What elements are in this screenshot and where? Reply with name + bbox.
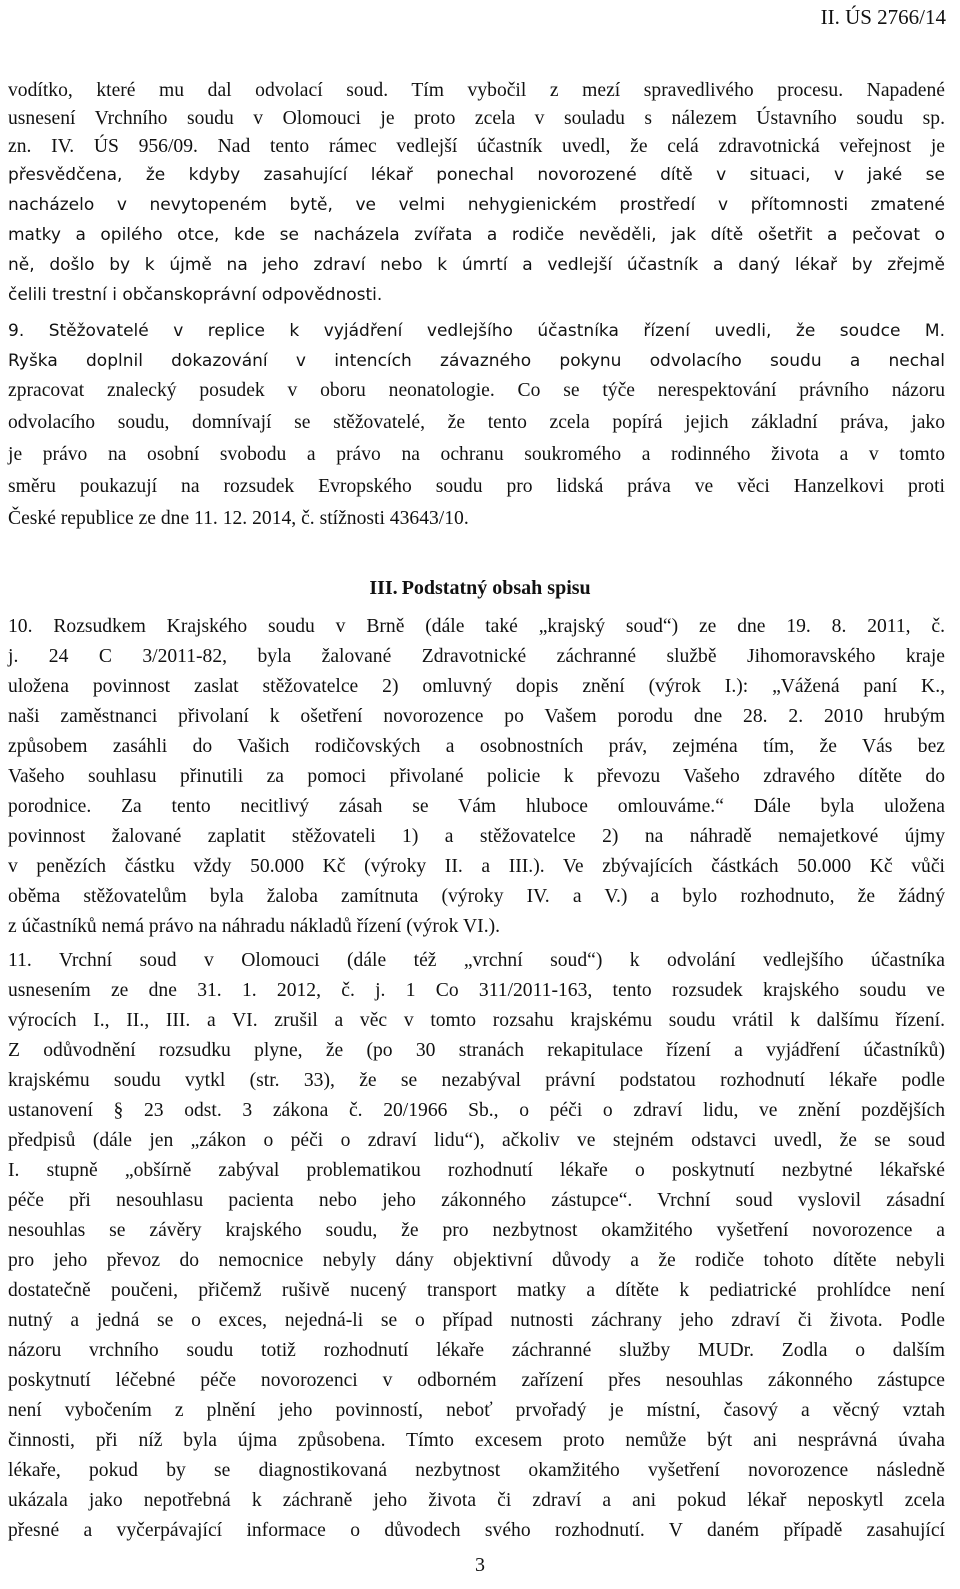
- text-line: přesné a vyčerpávající informace o důvodech svého rozhodnutí. V daném případě zasahující: [8, 1520, 945, 1541]
- text-line: [8, 160, 945, 190]
- paragraph-10-line: 10. Rozsudkem Krajského soudu v Brně (dále také „krajský soud“) ze dne 19. 8. 2011, č.: [8, 616, 945, 637]
- text-line: České republice ze dne 11. 12. 2014, č. stížnosti 43643/10.: [8, 508, 469, 529]
- text-line: [8, 346, 945, 376]
- text-line: odvolacího soudu, domnívají se stěžovatelé, že tento zcela popírá jejich základní práva, jako: [8, 412, 945, 433]
- section-title: Podstatný obsah spisu: [401, 577, 591, 599]
- text-line: [8, 280, 945, 310]
- text-line: naši zaměstnanci přivolaní k ošetření novorozence po Vašem porodu dne 28. 2. 2010 hrubým: [8, 706, 945, 727]
- text-span: nacházelo v nevytopeném bytě, ve velmi nehygienickém prostředí v přítomnosti zmatené: [8, 195, 945, 215]
- text-line: názoru vrchního soudu totiž rozhodnutí lékaře záchranné služby MUDr. Zodla o dalším: [8, 1340, 945, 1361]
- text-line: zn. IV. ÚS 956/09. Nad tento rámec vedlejší účastník uvedl, že celá zdravotnická veřejnost je: [8, 136, 945, 157]
- text-line: I. stupně „obšírně zabýval problematikou rozhodnutí lékaře o poskytnutí nezbytné lékařské: [8, 1160, 945, 1181]
- text-line: nutný a jedná se o exces, nejedná-li se o případ nutnosti záchrany jeho zdraví či života. Podle: [8, 1310, 945, 1331]
- section-heading: [0, 574, 960, 602]
- text-line: výrocích I., II., III. a VI. zrušil a věc v tomto rozsahu krajskému soudu vrátil k dalšímu řízení.: [8, 1010, 945, 1031]
- text-line: poskytnutí léčebné péče novorozenci v odborném zařízení přes nesouhlas zákonného zástupce: [8, 1370, 945, 1391]
- text-span: 9. Stěžovatelé v replice k vyjádření vedlejšího účastníka řízení uvedli, že soudce M.: [8, 321, 945, 341]
- text-line: z účastníků nemá právo na náhradu nákladů řízení (výrok VI.).: [8, 916, 501, 937]
- text-line: činnosti, při níž byla újma způsobena. Tímto excesem proto nemůže být ani nesprávná úvaha: [8, 1430, 945, 1451]
- text-line: povinnost žalované zaplatit stěžovateli 1) a stěžovatelce 2) na náhradě nemajetkové újmy: [8, 826, 945, 847]
- text-line: nesouhlas se závěry krajského soudu, že pro nezbytnost okamžitého vyšetření novorozence a: [8, 1220, 945, 1241]
- text-line: j. 24 C 3/2011-82, byla žalované Zdravotnické záchranné službě Jihomoravského kraje: [8, 646, 945, 667]
- text-line: není vybočením z plnění jeho povinností, neboť prvořadý je místní, časový a věcný vztah: [8, 1400, 945, 1421]
- text-line: předpisů (dále jen „zákon o péči o zdraví lidu“), ačkoliv ve stejném odstavci uvedl, že se soud: [8, 1130, 945, 1151]
- text-span: Ryška doplnil dokazování v intencích závazného pokynu odvolacího soudu a nechal: [8, 351, 945, 371]
- text-line: ustanovení § 23 odst. 3 zákona č. 20/1966 Sb., o péči o zdraví lidu, ve znění pozdějších: [8, 1100, 945, 1121]
- text-line: je právo na osobní svobodu a právo na ochranu soukromého a rodinného života a v tomto: [8, 444, 945, 465]
- text-line: usnesení Vrchního soudu v Olomouci je proto zcela v souladu s nálezem Ústavního soudu sp.: [8, 108, 945, 129]
- text-line: směru poukazují na rozsudek Evropského soudu pro lidská práva ve věci Hanzelkovi proti: [8, 476, 945, 497]
- paragraph-9-line: [8, 316, 945, 346]
- text-line: ukázala jako nepotřebná k záchraně jeho života či zdraví a ani pokud lékař neposkytl zcela: [8, 1490, 945, 1511]
- text-line: [8, 250, 945, 280]
- text-line: Z odůvodnění rozsudku plyne, že (po 30 stranách rekapitulace řízení a vyjádření účastníků): [8, 1040, 945, 1061]
- text-line: péče při nesouhlasu pacienta nebo jeho zákonného zástupce“. Vrchní soud vyslovil zásadní: [8, 1190, 945, 1211]
- text-span: přesvědčena, že kdyby zasahující lékař ponechal novorozené dítě v situaci, v jaké se: [8, 165, 945, 185]
- text-line: usnesením ze dne 31. 1. 2012, č. j. 1 Co 311/2011-163, tento rozsudek krajského soudu ve: [8, 980, 945, 1001]
- text-line: porodnice. Za tento necitlivý zásah se Vám hluboce omlouváme.“ Dále byla uložena: [8, 796, 945, 817]
- text-line: vodítko, které mu dal odvolací soud. Tím vybočil z mezí spravedlivého procesu. Napadené: [8, 80, 945, 101]
- text-span: čelili trestní i občanskoprávní odpovědnosti.: [8, 285, 383, 305]
- text-line: oběma stěžovatelům byla žaloba zamítnuta (výroky IV. a V.) a bylo rozhodnuto, že žádný: [8, 886, 945, 907]
- text-line: krajskému soudu vytkl (str. 33), že se nezabýval právní podstatou rozhodnutí lékaře podle: [8, 1070, 945, 1091]
- text-line: [8, 220, 945, 250]
- text-line: [8, 190, 945, 220]
- text-line: zpracovat znalecký posudek v oboru neonatologie. Co se týče nerespektování právního názoru: [8, 380, 945, 401]
- text-line: uložena povinnost zaslat stěžovatelce 2) omluvný dopis znění (výrok I.): „Vážená paní K.,: [8, 676, 945, 697]
- page-number: 3: [475, 1554, 485, 1576]
- text-line: způsobem zasáhli do Vašich rodičovských a osobnostních práv, zejména tím, že Vás bez: [8, 736, 945, 757]
- text-line: v penězích částku vždy 50.000 Kč (výroky II. a III.). Ve zbývajících částkách 50.000 Kč vůči: [8, 856, 945, 877]
- text-span: ně, došlo by k újmě na jeho zdraví nebo k úmrtí a vedlejší účastník a daný lékař by zřejmě: [8, 255, 945, 275]
- paragraph-11-line: 11. Vrchní soud v Olomouci (dále též „vrchní soud“) k odvolání vedlejšího účastníka: [8, 950, 945, 971]
- text-span: matky a opilého otce, kde se nacházela zvířata a rodiče nevěděli, jak dítě ošetřit a pečovat o: [8, 225, 945, 245]
- text-line: lékaře, pokud by se diagnostikovaná nezbytnost okamžitého vyšetření novorozence následně: [8, 1460, 945, 1481]
- text-line: pro jeho převoz do nemocnice nebyly dány objektivní důvody a že rodiče tohoto dítěte nebyli: [8, 1250, 945, 1271]
- case-number-header: II. ÚS 2766/14: [820, 5, 946, 29]
- section-number: III.: [369, 577, 398, 599]
- text-line: dostatečně poučeni, přičemž rušivě nucený transport matky a dítěte k pediatrické prohlídce není: [8, 1280, 945, 1301]
- text-line: Vašeho souhlasu přinutili za pomoci přivolané policie k převozu Vašeho zdravého dítěte do: [8, 766, 945, 787]
